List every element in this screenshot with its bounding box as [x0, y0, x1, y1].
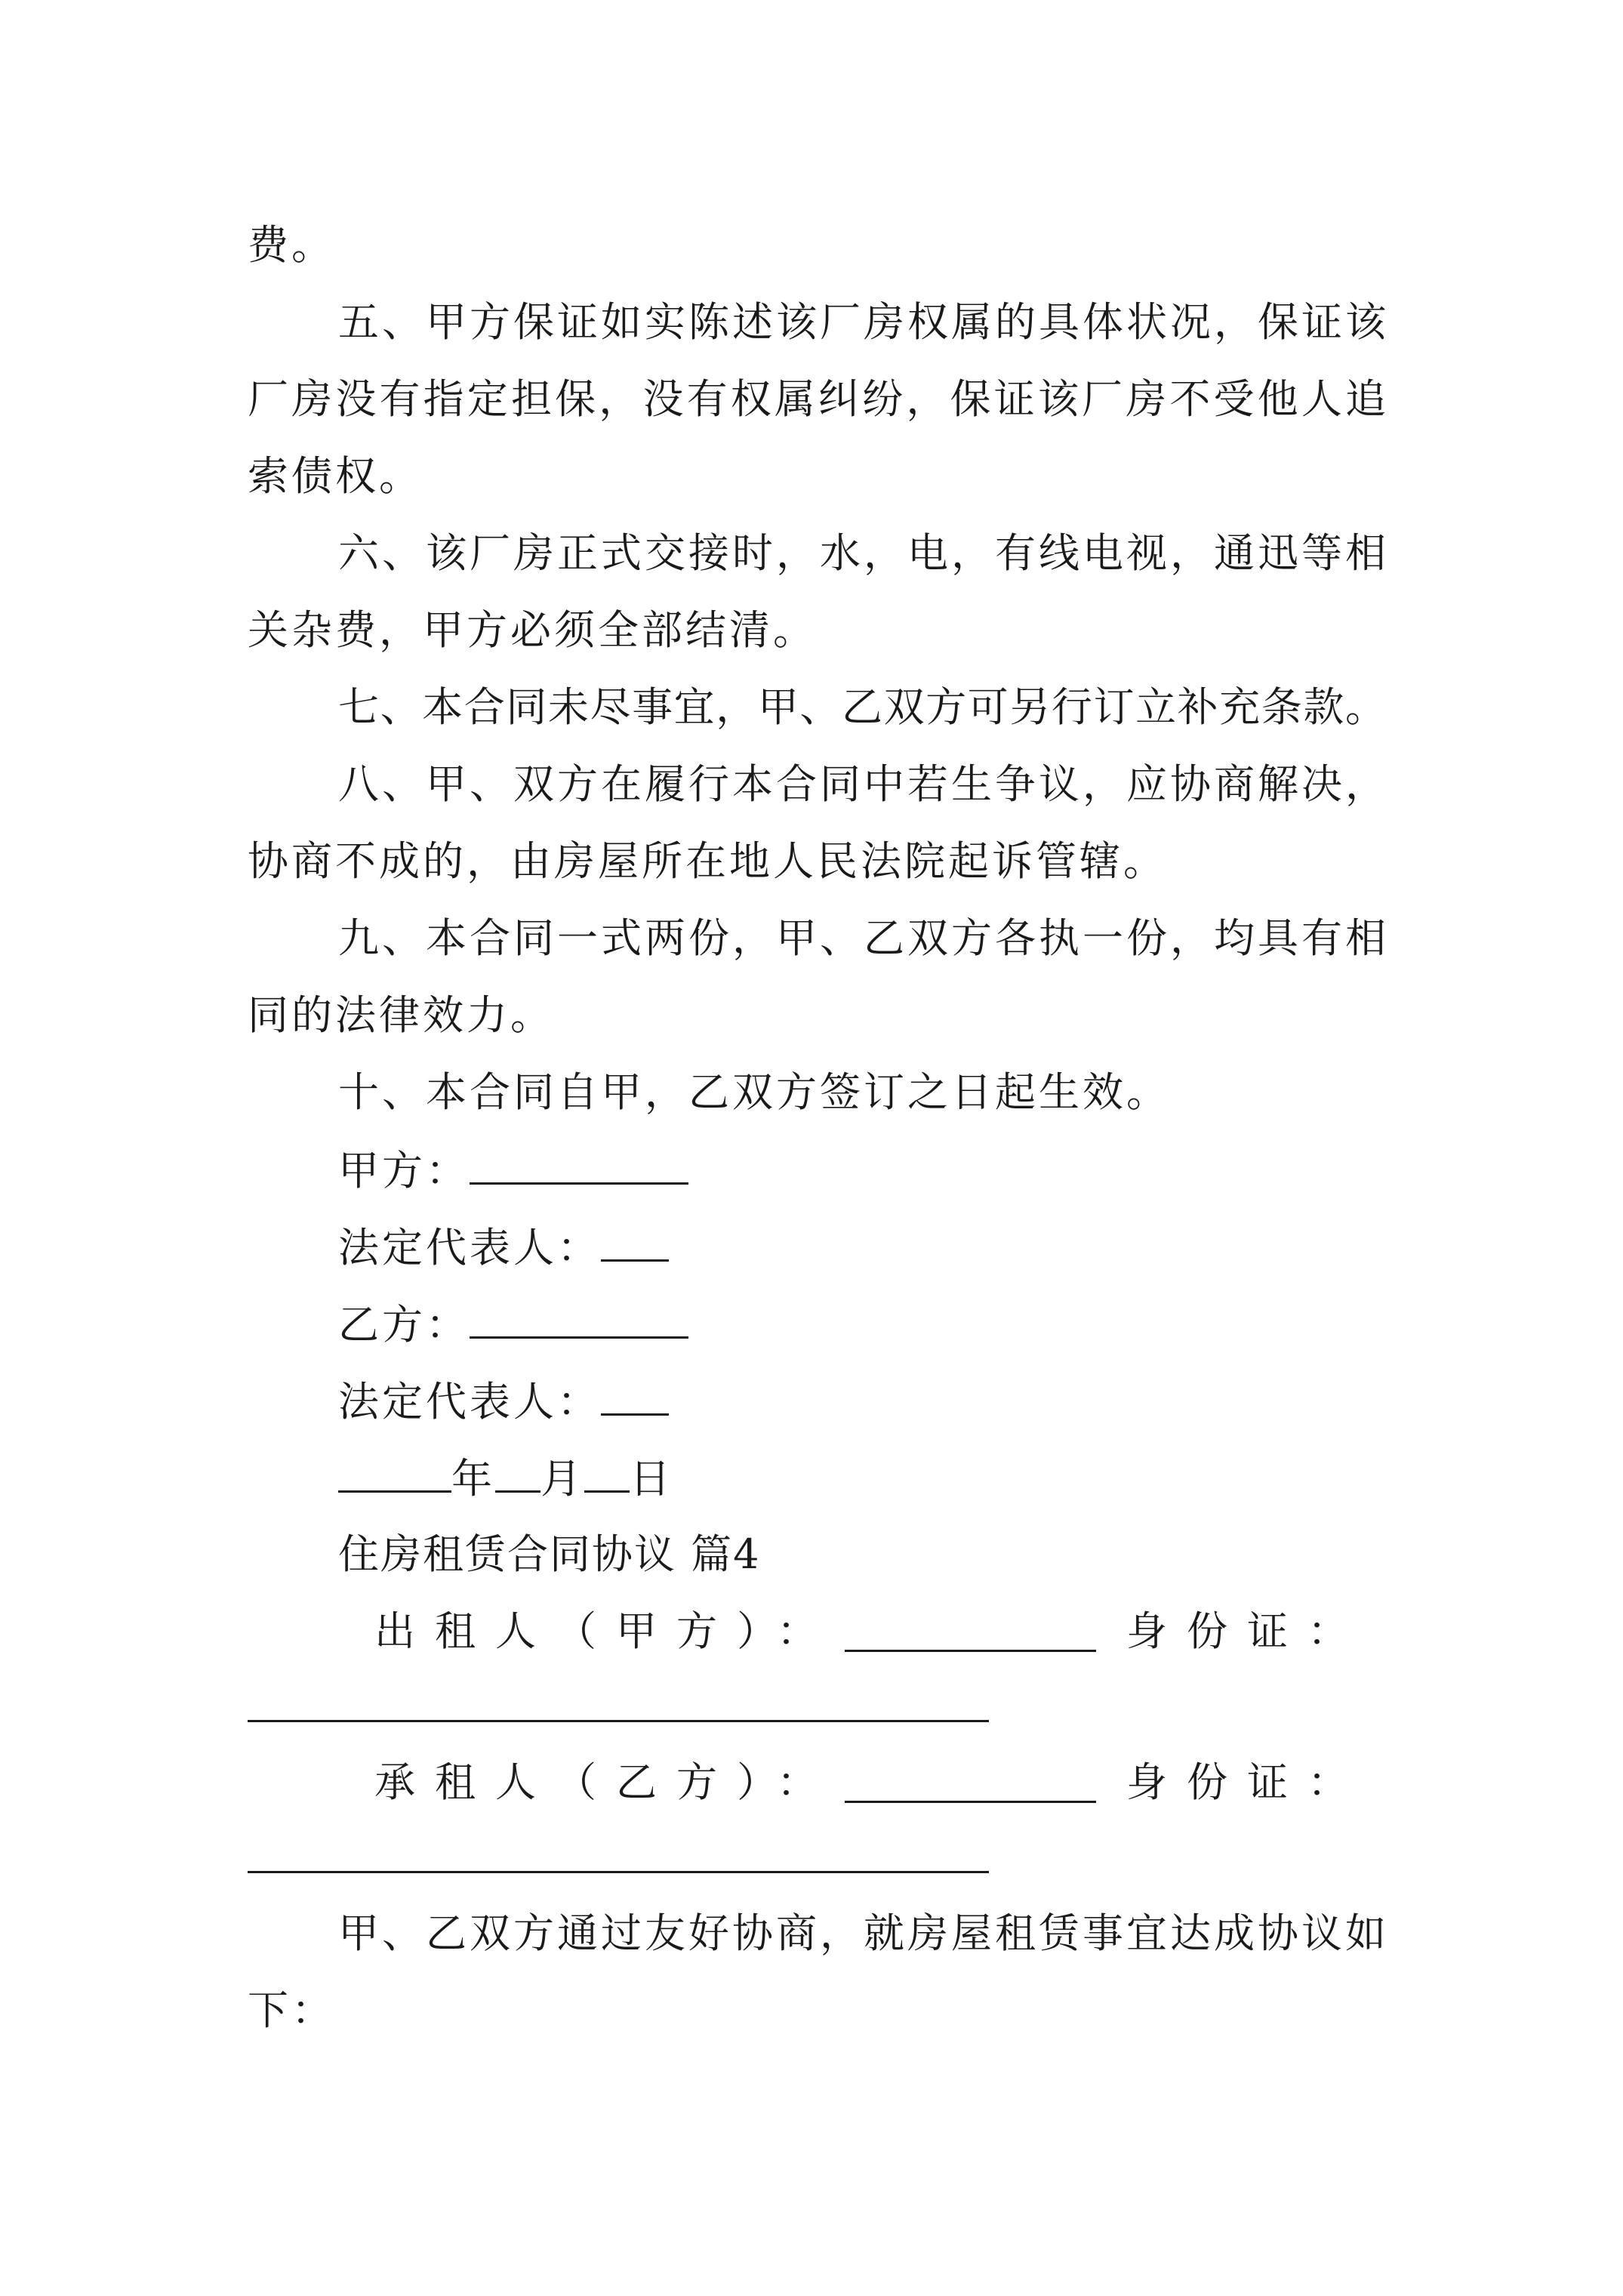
intro-line-2: 下： — [248, 1986, 335, 2034]
clause-5-line-2: 厂房没有指定担保，没有权属纠纷，保证该厂房不受他人追 — [248, 375, 1386, 423]
lessee-id-label: 身份证： — [1126, 1758, 1368, 1806]
party-b-label: 乙方： — [338, 1301, 470, 1348]
party-a-blank[interactable] — [470, 1143, 688, 1185]
lessee-id-blank[interactable] — [248, 1871, 989, 1873]
clause-9-line-2: 同的法律效力。 — [248, 991, 554, 1039]
rep-b-signature — [338, 1374, 669, 1427]
month-blank[interactable] — [495, 1451, 540, 1493]
party-a-label: 甲方： — [338, 1147, 470, 1194]
clause-6-line-2: 关杂费，甲方必须全部结清。 — [248, 606, 817, 654]
year-blank[interactable] — [338, 1451, 451, 1493]
rep-a-signature — [338, 1220, 669, 1273]
party-a-signature — [338, 1143, 688, 1196]
paragraph-line: 费。 — [248, 221, 335, 269]
day-label: 日 — [630, 1455, 673, 1502]
year-label: 年 — [451, 1455, 495, 1502]
day-blank[interactable] — [584, 1451, 630, 1493]
clause-10-line-1: 十、本合同自甲，乙双方签订之日起生效。 — [338, 1068, 1170, 1116]
rep-a-label: 法定代表人： — [338, 1224, 601, 1271]
clause-5-line-1: 五、甲方保证如实陈述该厂房权属的具体状况，保证该 — [338, 298, 1386, 346]
clause-8-line-1: 八、甲、双方在履行本合同中若生争议，应协商解决， — [338, 760, 1386, 808]
date-line — [338, 1451, 673, 1504]
lessor-label: 出租人（甲方）： — [374, 1607, 837, 1655]
rep-a-blank[interactable] — [601, 1220, 669, 1262]
lessor-id-blank[interactable] — [248, 1720, 989, 1722]
lessee-label: 承租人（乙方）： — [374, 1758, 837, 1806]
clause-8-line-2: 协商不成的，由房屋所在地人民法院起诉管辖。 — [248, 837, 1167, 885]
clause-7-line-1: 七、本合同未尽事宜，甲、乙双方可另行订立补充条款。 — [338, 683, 1386, 731]
party-b-blank[interactable] — [470, 1297, 688, 1339]
lessor-row — [374, 1605, 1368, 1658]
month-label: 月 — [540, 1455, 584, 1502]
lessee-name-blank[interactable] — [845, 1761, 1096, 1803]
clause-6-line-1: 六、该厂房正式交接时，水，电，有线电视，通迅等相 — [338, 529, 1386, 577]
lessor-id-label: 身份证： — [1126, 1607, 1368, 1655]
rep-b-label: 法定代表人： — [338, 1378, 601, 1425]
party-b-signature — [338, 1297, 688, 1350]
clause-9-line-1: 九、本合同一式两份，甲、乙双方各执一份，均具有相 — [338, 914, 1386, 962]
clause-5-line-3: 索债权。 — [248, 452, 423, 500]
lessor-name-blank[interactable] — [845, 1610, 1096, 1652]
section-title: 住房租赁合同协议 篇4 — [338, 1530, 761, 1578]
rep-b-blank[interactable] — [601, 1374, 669, 1416]
lessee-row — [374, 1756, 1368, 1809]
intro-line-1: 甲、乙双方通过友好协商，就房屋租赁事宜达成协议如 — [338, 1909, 1386, 1957]
